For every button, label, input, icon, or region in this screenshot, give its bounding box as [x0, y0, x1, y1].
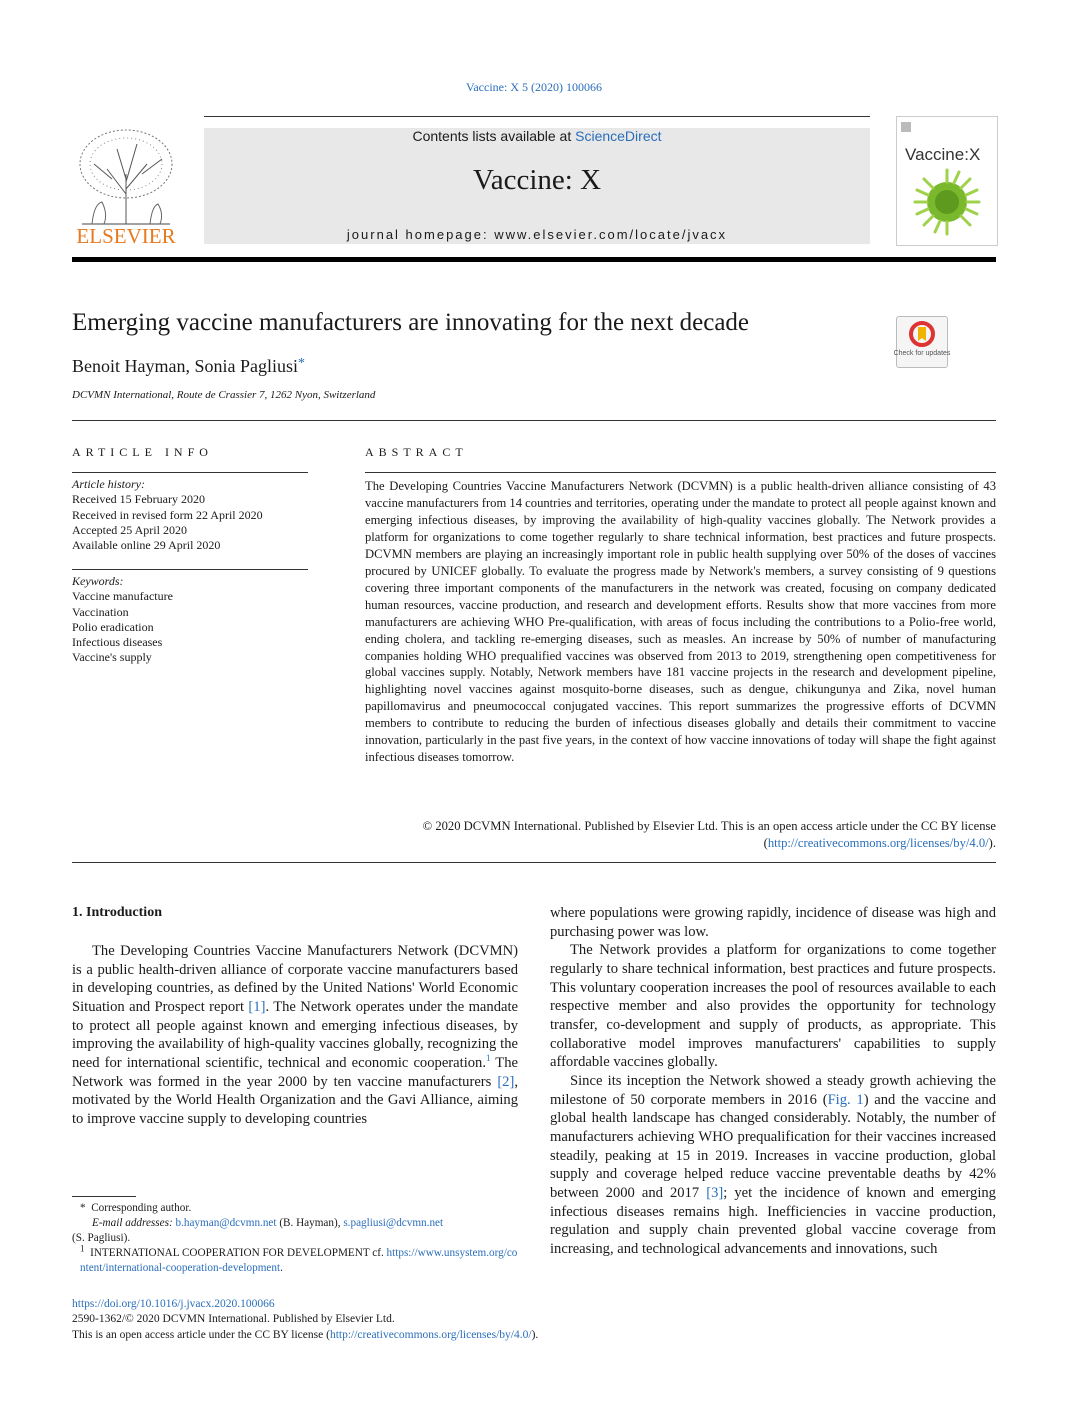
article-info-heading: ARTICLE INFO	[72, 445, 213, 459]
body-column-left	[72, 942, 518, 1129]
abstract-copyright	[365, 818, 996, 852]
keyword: Vaccination	[72, 604, 129, 619]
header-thick-rule	[72, 257, 996, 262]
figure-link[interactable]: Fig. 1	[827, 1091, 864, 1108]
article-history	[72, 477, 308, 553]
history-item: Received 15 February 2020	[72, 492, 205, 507]
footnote-url-link[interactable]: https://www.unsystem.org/content/international-cooperation-development	[80, 1247, 518, 1274]
email-note-name: (S. Pagliusi).	[72, 1232, 131, 1244]
intro-paragraph-3: Since its inception the Network showed a steady growth achieving the milestone of 50 corporate members in 2016 (Fig. 1) and the vaccine and global health landscape has changed considerably. Notably, the number of manufacturers achieving WHO prequalification for their vaccines increased steadily, peaking at 15 in 2019. Increases in vaccine production, global supply and coverage helped reduce vaccine preventable deaths by 42% between 2000 and 2017 [3]; yet the incidence of known and emerging infectious diseases remains high. Inefficiencies in vaccine production, regulation and supply chain prevented global vaccine coverage from increasing, and technological advancements and innovations, such	[550, 1072, 996, 1257]
keyword: Polio eradication	[72, 619, 154, 634]
reference-link[interactable]: [2]	[497, 1073, 515, 1090]
history-label: Article history:	[72, 477, 145, 491]
body-column-right	[550, 904, 996, 1258]
email-link[interactable]: b.hayman@dcvmn.net	[175, 1217, 277, 1229]
keyword: Infectious diseases	[72, 635, 163, 650]
intro-paragraph-1-continued: where populations were growing rapidly, incidence of disease was high and purchasing power was low.	[550, 905, 996, 940]
divider	[72, 420, 996, 421]
issn-line: 2590-1362/© 2020 DCVMN International. Published by Elsevier Ltd.	[72, 1313, 395, 1326]
open-access-line: This is an open access article under the CC BY license (http://creativecommons.org/licenses/by/4.0/).	[72, 1328, 539, 1341]
reference-link[interactable]: [1]	[248, 998, 266, 1015]
email-link[interactable]: s.pagliusi@dcvmn.net	[343, 1217, 444, 1229]
history-item: Available online 29 April 2020	[72, 538, 221, 553]
license-link[interactable]: http://creativecommons.org/licenses/by/4.0/	[767, 835, 989, 850]
header-top-rule	[204, 116, 870, 117]
license-link[interactable]: http://creativecommons.org/licenses/by/4.0/	[329, 1328, 532, 1341]
corresponding-author-mark[interactable]: *	[297, 356, 305, 371]
journal-cover[interactable]	[896, 116, 998, 246]
intro-paragraph-2: The Network provides a platform for organizations to come together regularly to share technical information, best practices and future prospects. This voluntary cooperation increases the pool of resources available to each respective member and also provides the opportunity for technology transfer, co-development and supply of products, as appropriate. This collaborative model improves manufacturers' capabilities to supply affordable vaccines globally.	[550, 942, 996, 1071]
abstract-heading: ABSTRACT	[365, 445, 468, 459]
journal-homepage[interactable]: journal homepage: www.elsevier.com/locate/jvacx	[346, 227, 728, 242]
history-item: Received in revised form 22 April 2020	[72, 507, 263, 522]
virus-cover-icon	[897, 117, 997, 245]
divider	[365, 472, 996, 473]
svg-text:Check for updates: Check for updates	[893, 350, 951, 357]
copyright-text: © 2020 DCVMN International. Published by Elsevier Ltd. This is an open access article under the CC BY license (	[422, 819, 996, 850]
footnotes	[72, 1201, 518, 1276]
intro-paragraph-1: The Developing Countries Vaccine Manufacturers Network (DCVMN) is a public health-driven alliance of corporate vaccine manufacturers based in developing countries, as defined by the United Nations' World Economic Situation and Prospect report [1]. The Network operates under the mandate to protect all people against known and emerging infectious diseases, by improving the availability of high-quality vaccines globally, recognizing the need for international scientific, technical and economic cooperation.$^1$ The Network was formed in the year 2000 by ten vaccine manufacturers [2], motivated by the World Health Organization and the Gavi Alliance, aiming to improve vaccine supply to developing countries	[72, 943, 519, 1127]
sciencedirect-link[interactable]: ScienceDirect	[575, 128, 662, 144]
keywords-label: Keywords:	[72, 574, 124, 588]
doi-link[interactable]: https://doi.org/10.1016/j.jvacx.2020.100066	[72, 1298, 275, 1310]
check-updates-icon	[893, 317, 951, 367]
divider	[72, 862, 996, 863]
authors	[72, 356, 305, 377]
divider	[72, 472, 308, 473]
footnote-rule	[72, 1196, 136, 1197]
reference-link[interactable]: [3]	[706, 1184, 724, 1201]
elsevier-tree-icon	[72, 124, 180, 248]
contents-line	[204, 128, 870, 144]
copyright-end: ).	[988, 835, 996, 850]
contents-prefix: Contents lists available at	[412, 128, 576, 144]
check-for-updates-button[interactable]	[893, 316, 951, 368]
doi-block	[72, 1297, 996, 1343]
keyword: Vaccine manufacture	[72, 589, 173, 604]
keywords	[72, 574, 308, 666]
article-title: Emerging vaccine manufacturers are innovating for the next decade	[72, 309, 750, 336]
footnote-link[interactable]: 1	[486, 1053, 491, 1064]
journal-name: Vaccine: X	[472, 164, 602, 196]
svg-text:ELSEVIER: ELSEVIER	[76, 224, 176, 248]
corresponding-note: * Corresponding author.	[80, 1202, 192, 1214]
email-note: E-mail addresses: b.hayman@dcvmn.net (B. Hayman), s.pagliusi@dcvmn.net	[92, 1217, 444, 1229]
abstract-text: The Developing Countries Vaccine Manufacturers Network (DCVMN) is a public health-driven alliance consisting of 43 vaccine manufacturers from 14 countries and territories, operating under the mandate to protect all people against known and emerging infectious diseases, by improving the availability of high-quality vaccines globally. The Network provides a platform for organizations to come together regularly to share technical information, best practices and future prospects. DCVMN members are playing an increasingly important role in public health supplying over 50% of the doses of vaccines procured by UNICEF globally. To evaluate the progress made by Network's members, a survey consisting of 9 questions covering three important components of the manufacturers in the network was created, focusing on company dedicated human resources, vaccine production, and research and development efforts. Results show that more vaccines from more manufacturers are achieving WHO Pre-qualification, with areas of focus including the contributions to a Polio-free world, ending cholera, and tackling re-emerging diseases, such as measles. An increase by 50% of number of manufacturing companies holding WHO prequalified vaccines was observed from 2013 to 2019, strengthening open competitiveness for global vaccines supply. Notably, Network members have 181 vaccine projects in the research and development pipeline, highlighting novel vaccines against mosquito-borne diseases, such as dengue, chikungunya and Zika, novel human papillomavirus and pneumococcal conjugated vaccines. This report summarizes the progressive efforts of DCVMN members to contribute to reducing the burden of infectious diseases globally and details their commitment to vaccine innovation, particularly in the past five years, in the context of how vaccine innovations of today will shape the fight against infectious diseases tomorrow.	[365, 479, 996, 765]
footnote-1: $^1$ INTERNATIONAL COOPERATION FOR DEVELOPMENT cf. https://www.unsystem.org/content/international-cooperation-development.	[80, 1243, 518, 1274]
keyword: Vaccine's supply	[72, 650, 152, 665]
affiliation: DCVMN International, Route de Crassier 7, 1262 Nyon, Switzerland	[72, 389, 376, 401]
journal-reference-link[interactable]: Vaccine: X 5 (2020) 100066	[466, 80, 602, 94]
divider	[72, 569, 308, 570]
author-names: Benoit Hayman, Sonia Pagliusi	[72, 356, 298, 376]
history-item: Accepted 25 April 2020	[72, 522, 187, 537]
journal-reference[interactable]	[0, 80, 1068, 95]
svg-text:Vaccine:X: Vaccine:X	[905, 145, 981, 164]
elsevier-logo[interactable]	[72, 124, 180, 248]
introduction-heading: 1. Introduction	[72, 905, 162, 920]
